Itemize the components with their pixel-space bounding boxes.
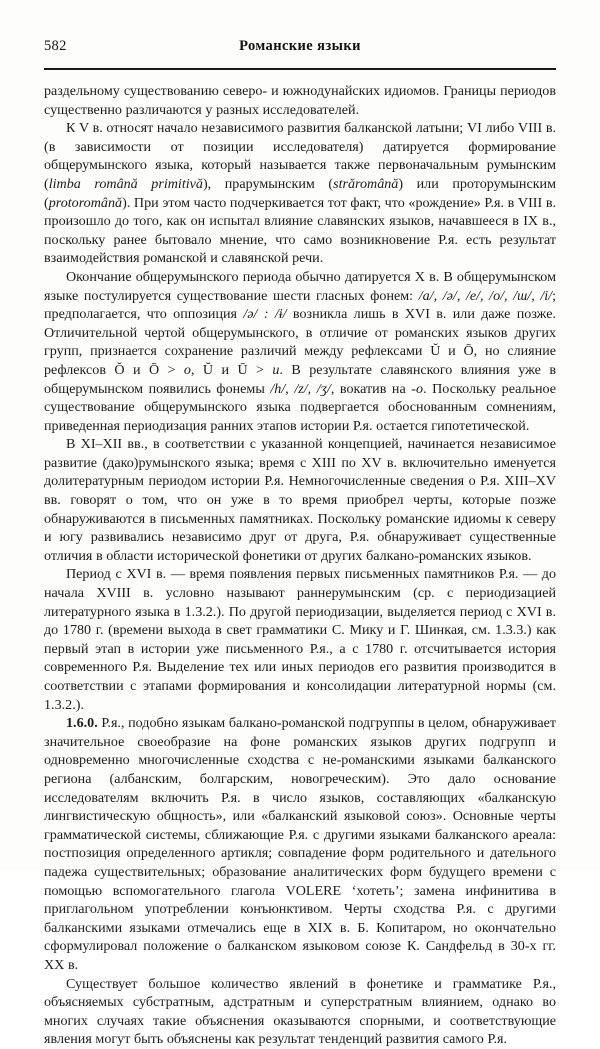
- phoneme-opposition: /ə/ : /ɨ/: [243, 306, 287, 323]
- text-run: , вокатив на: [330, 380, 412, 397]
- text-run: , Ŭ и Ū >: [190, 361, 273, 378]
- text-run: К V в. относят начало независимого развития балканской латыни; VI либо VIII в. (в зависимости от позиции исследователя) датируется формирование общерумынского языка, который называется также первоначальным румынским (: [44, 120, 556, 192]
- paragraph-balkan-latin: [44, 119, 556, 268]
- text-run: ). При этом часто подчеркивается тот факт, что «рождение» Р.я. в VIII в. произошло до того, как он испытал влияние славянских языков, начавшееся в IX в., поскольку ранее бытовало мнение, что само возникновение Р.я. есть результат взаимодействия романской и славянской речи.: [44, 194, 556, 267]
- paragraph-phonemes: [44, 268, 556, 435]
- paragraph-xvi-century: Период с XVI в. — время появления первых письменных памятников Р.я. — до начала XVIII в. условно называют раннерумынским (ср. с периодизацией литературного языка в 1.3.2.). По другой периодизации, выделяется период с XVI в. до 1780 г. (времени выхода в свет грамматики С. Мику и Г. Шинкая, см. 1.3.3.) как первый этап в истории уже письменного Р.я., а с 1780 г. отсчитывается история современного Р.я. Выделение тех или иных периодов его развития производится в соответствии с этапами формирования и консолидации литературной нормы (см. 1.3.2.).: [44, 566, 556, 713]
- text-run: ), прарумынским (: [202, 175, 334, 192]
- vocative-ending: -o: [411, 380, 424, 397]
- paragraph-daco-romanian: В XI–XII вв., в соответствии с указанной концепцией, начинается независимое развитие (дако)румынского языка; время с XIII по XV в. включительно именуется долитературным периодом истории Р.я. Немногочисленные сведения о Р.я. XIII–XV вв. говорят о том, что он уже в то время приобрел черты, которые позже обнаруживаются в письменных памятниках. Поскольку романские идиомы к северу и югу развивались независимо друг от друга, Р.я. обнаруживает существенные отличия в области исторической фонетики от других балкано-романских языков.: [44, 436, 556, 564]
- text-run: возникла лишь в XVI в. или даже позже. Отличительной чертой общерумынского, в отличие от романских языков других групп, признается сохранение различий между рефлексами Ŭ и Ō, но слияние рефлексов Ŏ и Ō >: [44, 306, 556, 378]
- paragraph-section-1-6-0: [44, 714, 556, 974]
- body-text-column: [44, 82, 556, 1049]
- latin-term: u: [272, 361, 280, 378]
- running-header: [44, 38, 556, 64]
- header-rule: [44, 68, 556, 70]
- page-number: 582: [44, 38, 67, 54]
- running-title: Романские языки: [239, 38, 361, 54]
- text-run: Р.я., подобно языкам балкано-романской подгруппы в целом, обнаруживает значительное своеобразие на фоне романских языков других подгрупп и одновременно многочисленные сходства с не-романскими языками балканского региона (албанским, болгарским, новогреческим). Это дало основание исследователям включить Р.я. в число языков, составляющих «балканскую лингвистическую общность», или «балканский языковой союз». Основные черты грамматической системы, сближающие Р.я. с другими языками балканского ареала: постпозиция определенного артикля; совпадение форм родительного и дательного падежа существительных; образование аналитических форм будущего времени с помощью вспомогательного глагола VOLERE ‘хотеть’; замена инфинитива в приглагольном употреблении конъюнктивом. Черты сходства Р.я. с другими балканскими языками отмечались еще в XIX в. Б. Копитаром, но окончательно сформулировал положение о балканском языковом союзе К. Сандфельд в 30-х гг. XX в.: [44, 715, 556, 973]
- latin-term: o: [183, 361, 191, 378]
- text-run: ; предполагается, что оппозиция: [44, 287, 556, 323]
- section-number: 1.6.0.: [66, 715, 98, 732]
- paragraph-periods: раздельному существованию северо- и южнодунайских идиомов. Границы периодов существенно различаются у разных исследователей.: [44, 83, 556, 118]
- page-content-area: [44, 38, 556, 1049]
- phoneme-inventory: /a/, /ə/, /e/, /o/, /ɯ/, /i/: [418, 287, 553, 304]
- text-run: Окончание общерумынского периода обычно датируется X в. В общерумынском языке постулируется существование шести гласных фонем:: [44, 268, 556, 304]
- text-run: ) или проторумынским (: [44, 175, 557, 211]
- phoneme-slavic: /h/, /z/, /ʒ/: [270, 380, 331, 397]
- text-run: . В результате славянского влияния уже в общерумынском появились фонемы: [44, 361, 556, 397]
- paragraph-substrate: Существует большое количество явлений в фонетике и грамматике Р.я., объясняемых субстратным, адстратным и суперстратным влиянием, однако во многих случаях такие объяснения оказываются спорными, и соответствующие явления могут быть объяснены как результат тенденций развития самого Р.я.: [44, 975, 556, 1048]
- latin-term: limba română primitivă: [48, 175, 203, 192]
- latin-term: străromână: [333, 175, 399, 192]
- text-run: . Поскольку реальное существование общерумынского языка подвергается обоснованным сомнениям, приведенная периодизация ранних этапов истории Р.я. остается гипотетической.: [44, 380, 556, 434]
- latin-term: protoromână: [48, 194, 123, 211]
